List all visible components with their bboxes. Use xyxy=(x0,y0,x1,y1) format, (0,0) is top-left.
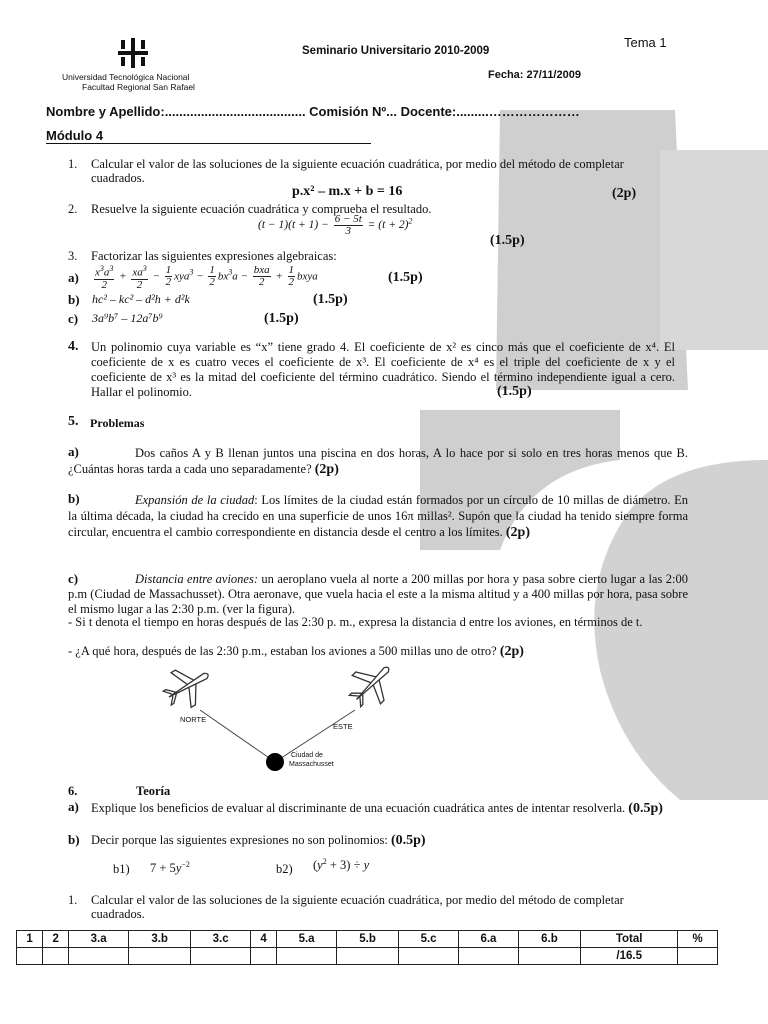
grade-cell-total[interactable]: /16.5 xyxy=(581,948,678,965)
q5-number: 5. xyxy=(68,414,79,429)
q6a-text: Explique los beneficios de evaluar al discriminante de una ecuación cuadrática antes de intentar resolverla. (0.5p) xyxy=(91,801,663,816)
b1-label: b1) xyxy=(113,862,130,876)
grade-header-2: 2 xyxy=(43,931,69,948)
grade-cell-5-b[interactable] xyxy=(337,948,399,965)
tema-label: Tema 1 xyxy=(624,35,667,50)
grades-table xyxy=(16,930,718,965)
grade-header-%: % xyxy=(678,931,718,948)
grade-cell-3-a[interactable] xyxy=(69,948,129,965)
este-label: ESTE xyxy=(333,722,353,731)
q5c-title: Distancia entre aviones: xyxy=(135,572,258,586)
q5c-label: c) xyxy=(68,571,79,586)
q2-equation: (t − 1)(t + 1) − $\frac{6 - 5t}{3}$ = $(t + 2)^2$ xyxy=(258,213,413,237)
repeat-number: 1. xyxy=(68,893,78,907)
q5b-title: Expansión de la ciudad xyxy=(135,493,255,507)
repeat-text: Calcular el valor de las soluciones de la siguiente ecuación cuadrática, por medio del método de completar cuadrados. xyxy=(91,893,624,921)
grade-header-total: Total xyxy=(581,931,678,948)
grade-cell-3-b[interactable] xyxy=(129,948,191,965)
q5b-label: b) xyxy=(68,491,80,506)
utn-logo-icon xyxy=(118,38,148,68)
grade-header-5-b: 5.b xyxy=(337,931,399,948)
grade-cell-2[interactable] xyxy=(43,948,69,965)
q2-text: Resuelve la siguiente ecuación cuadrática y comprueba el resultado. xyxy=(91,202,432,216)
student-fields: Nombre y Apellido:....................................... Comisión Nº... Docente:.........………………… xyxy=(46,104,580,119)
q5a-text: Dos caños A y B llenan juntos una piscina en dos horas, A lo hace por si solo en tres horas menos que B. ¿Cuántas horas tarda a cada uno separadamente? (2p) xyxy=(68,446,688,477)
grade-header-3-b: 3.b xyxy=(129,931,191,948)
q3-number: 3. xyxy=(68,249,78,263)
q3c-label: c) xyxy=(68,311,79,326)
q5b-text: Expansión de la ciudad: Los límites de la ciudad están formados por un círculo de 10 millas de diámetro. En la última década, la ciudad ha crecido en una superficie de unos 16π millas². Supón que la ciudad ha tenido siempre forma circular, encuentra el cambio correspondiente en distancia desde el centro a los límites. (2p) xyxy=(68,493,688,540)
q4-text: Un polinomio cuya variable es “x” tiene grado 4. El coeficiente de x² es cinco más que el coeficiente de x⁴. El coeficiente de x es cuatro veces el coeficiente de x³. El coeficiente de x⁴ es el triple del coeficiente de x y el coeficiente de x³ es la mitad del coeficiente del término cuadrático. Siendo el término independiente igual a cero. Hallar el polinomio. xyxy=(91,340,675,399)
grade-cell-6-a[interactable] xyxy=(459,948,519,965)
north-line xyxy=(200,710,275,762)
grade-cell-4[interactable] xyxy=(251,948,277,965)
q3a-points: (1.5p) xyxy=(388,270,423,285)
q1-points: (2p) xyxy=(612,186,637,201)
q3-text: Factorizar las siguientes expresiones algebraicas: xyxy=(91,249,337,263)
q1-text: Calcular el valor de las soluciones de la siguiente ecuación cuadrática, por medio del método de completar cuadrados. xyxy=(91,157,624,185)
university-name: Universidad Tecnológica Nacional xyxy=(62,72,190,82)
grade-cell-3-c[interactable] xyxy=(191,948,251,965)
q6b-text: Decir porque las siguientes expresiones no son polinomios: (0.5p) xyxy=(91,833,426,848)
q2-points: (1.5p) xyxy=(490,233,525,248)
grades-value-row xyxy=(17,948,718,965)
norte-label: NORTE xyxy=(180,715,207,724)
grade-header-6-b: 6.b xyxy=(518,931,580,948)
q6-number: 6. xyxy=(68,784,78,798)
grade-cell-5-a[interactable] xyxy=(277,948,337,965)
faculty-name: Facultad Regional San Rafael xyxy=(82,82,195,92)
q5c-line2: - Si t denota el tiempo en horas después de las 2:30 p. m., expresa la distancia d entre los aviones, en términos de t. xyxy=(68,615,643,629)
city-label-2: Massachusset xyxy=(289,761,334,768)
seminario-title: Seminario Universitario 2010-2009 xyxy=(302,45,490,57)
q6-title: Teoría xyxy=(136,784,171,798)
q1-equation: p.x² – m.x + b = 16 xyxy=(292,184,403,199)
q3a-expression: $\frac{x^3a^3}{2}$ + $\frac{xa^3}{2}$ − $\frac{1}{2}$ xya$^3$ − $\frac{1}{2}$ $bx^3a$ − $\frac{\text{bxa}}{2}$ + $\frac{1}{2}$ bxya xyxy=(95,264,318,291)
grade-header-4: 4 xyxy=(251,931,277,948)
modulo-underline xyxy=(46,143,371,144)
grade-cell-5-c[interactable] xyxy=(399,948,459,965)
q3b-points: (1.5p) xyxy=(313,292,348,307)
q2-number: 2. xyxy=(68,202,78,216)
q3c-expression: 3a⁹b⁷ – 12a⁷b⁹ xyxy=(92,311,163,325)
city-dot xyxy=(266,753,284,771)
q5c-points: (2p) xyxy=(499,644,524,659)
q4-number: 4. xyxy=(68,339,79,354)
q5c-text: Distancia entre aviones: un aeroplano vuela al norte a 200 millas por hora y pasa sobre cierto lugar a las 2:00 p.m (Ciudad de Massachusset). Otra aeronave, que vuela hacia el este a la misma altitud y a 400 millas por hora, pasa sobre el mismo lugar a las 2:30 p.m. (ver la figura). xyxy=(68,572,688,616)
q3a-label: a) xyxy=(68,270,79,285)
q3b-label: b) xyxy=(68,292,80,307)
modulo-title: Módulo 4 xyxy=(46,128,104,143)
airplane-east-icon xyxy=(341,662,403,715)
q5a-label: a) xyxy=(68,444,79,459)
q5c-line3: - ¿A qué hora, después de las 2:30 p.m., estaban los aviones a 500 millas uno de otro? (2p) xyxy=(68,644,524,659)
grade-header-3-c: 3.c xyxy=(191,931,251,948)
q5a-points: (2p) xyxy=(314,462,339,477)
q6a-label: a) xyxy=(68,799,79,814)
grade-header-6-a: 6.a xyxy=(459,931,519,948)
b2-expression: $(y^2 + 3) \div y$ xyxy=(313,857,370,873)
q3b-expression: hc² – kc² – d²h + d²k xyxy=(92,292,190,306)
b1-expression: $7 + 5y^{-2}$ xyxy=(150,860,190,876)
grade-cell-1[interactable] xyxy=(17,948,43,965)
q3c-points: (1.5p) xyxy=(264,311,299,326)
city-label-1: Ciudad de xyxy=(291,752,323,759)
grade-header-1: 1 xyxy=(17,931,43,948)
q4-points: (1.5p) xyxy=(497,384,532,399)
grade-header-5-a: 5.a xyxy=(277,931,337,948)
grade-header-5-c: 5.c xyxy=(399,931,459,948)
q6a-points: (0.5p) xyxy=(628,801,663,816)
airplane-north-icon xyxy=(157,662,218,715)
q6b-points: (0.5p) xyxy=(390,833,426,848)
q6b-label: b) xyxy=(68,832,80,847)
grade-cell-%[interactable] xyxy=(678,948,718,965)
grade-header-3-a: 3.a xyxy=(69,931,129,948)
q5-title: Problemas xyxy=(90,416,145,430)
grade-cell-6-b[interactable] xyxy=(518,948,580,965)
q5b-points: (2p) xyxy=(505,525,530,540)
b2-label: b2) xyxy=(276,862,293,876)
q1-number: 1. xyxy=(68,157,78,171)
fecha: Fecha: 27/11/2009 xyxy=(488,69,581,81)
grades-header-row xyxy=(17,931,718,948)
